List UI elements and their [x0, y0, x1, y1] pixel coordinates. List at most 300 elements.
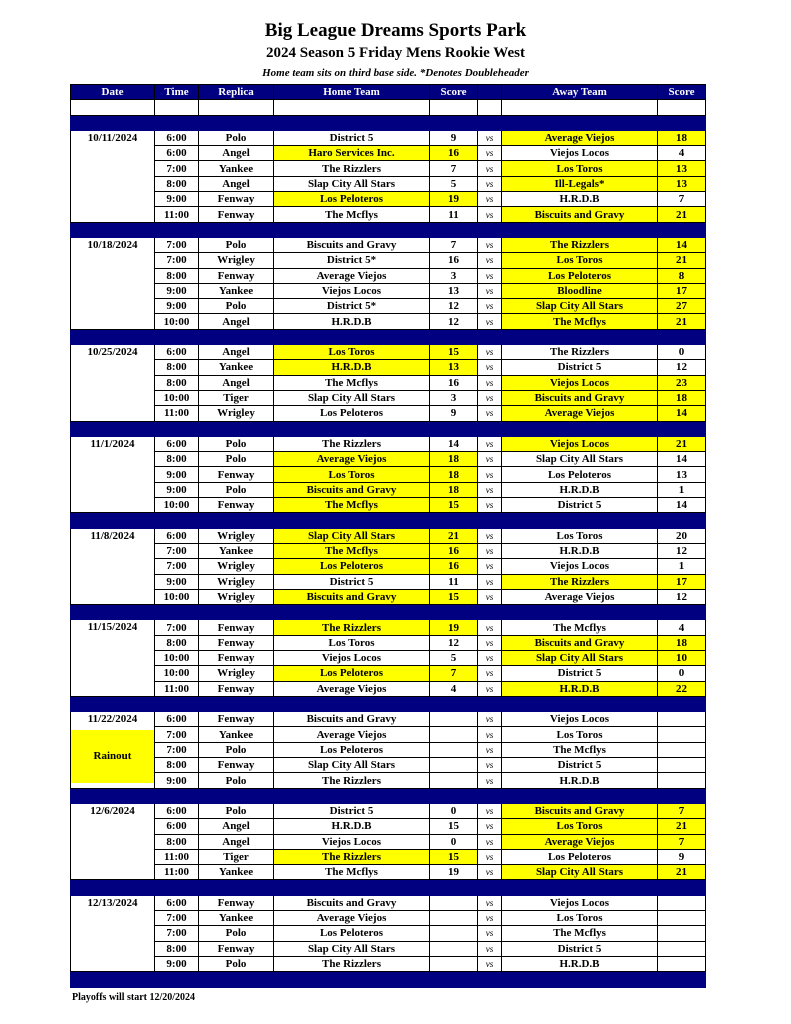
away-team: Los Peloteros [502, 268, 658, 283]
game-row [71, 406, 706, 421]
home-team: Viejos Locos [274, 283, 430, 298]
away-score: 17 [658, 283, 706, 298]
game-time: 10:00 [155, 666, 199, 681]
game-row [71, 314, 706, 329]
home-team: The Mcflys [274, 498, 430, 513]
vs-label: vs [478, 146, 502, 161]
away-team: The Mcflys [502, 314, 658, 329]
home-score [430, 712, 478, 727]
away-score: 14 [658, 406, 706, 421]
game-time: 6:00 [155, 803, 199, 818]
away-score: 7 [658, 834, 706, 849]
week-separator [71, 421, 706, 436]
away-score [658, 911, 706, 926]
away-team: Biscuits and Gravy [502, 390, 658, 405]
vs-label: vs [478, 956, 502, 971]
home-score [430, 742, 478, 757]
field-replica: Polo [199, 956, 274, 971]
game-row [71, 773, 706, 788]
game-time: 10:00 [155, 589, 199, 604]
page-subtitle: 2024 Season 5 Friday Mens Rookie West [266, 45, 525, 61]
away-team: Los Toros [502, 819, 658, 834]
vs-label: vs [478, 268, 502, 283]
game-time: 8:00 [155, 941, 199, 956]
game-row [71, 176, 706, 191]
game-row [71, 467, 706, 482]
game-time: 7:00 [155, 742, 199, 757]
week-separator [71, 329, 706, 344]
home-team: District 5 [274, 574, 430, 589]
game-time: 10:00 [155, 650, 199, 665]
away-score: 12 [658, 543, 706, 558]
away-score: 14 [658, 237, 706, 252]
game-row [71, 574, 706, 589]
date-cell [71, 436, 155, 512]
game-row [71, 237, 706, 252]
away-team: Ill-Legals* [502, 176, 658, 191]
field-replica: Fenway [199, 758, 274, 773]
away-score: 21 [658, 314, 706, 329]
vs-label: vs [478, 574, 502, 589]
away-score: 18 [658, 635, 706, 650]
game-time: 8:00 [155, 268, 199, 283]
away-team: The Mcflys [502, 742, 658, 757]
home-team: The Mcflys [274, 375, 430, 390]
game-time: 7:00 [155, 559, 199, 574]
home-team: The Mcflys [274, 865, 430, 880]
home-team: The Rizzlers [274, 161, 430, 176]
field-replica: Angel [199, 345, 274, 360]
game-time: 6:00 [155, 528, 199, 543]
home-score: 13 [430, 283, 478, 298]
game-row [71, 712, 706, 727]
vs-label: vs [478, 650, 502, 665]
away-score [658, 712, 706, 727]
away-team: Los Toros [502, 528, 658, 543]
vs-label: vs [478, 360, 502, 375]
vs-label: vs [478, 589, 502, 604]
home-team: Los Peloteros [274, 406, 430, 421]
week-separator [71, 788, 706, 803]
home-score [430, 727, 478, 742]
blank-row [71, 100, 706, 115]
away-team: Los Toros [502, 911, 658, 926]
away-score: 0 [658, 666, 706, 681]
field-replica: Polo [199, 926, 274, 941]
game-time: 8:00 [155, 452, 199, 467]
away-score [658, 895, 706, 910]
game-row [71, 482, 706, 497]
home-team: Los Toros [274, 467, 430, 482]
home-score: 18 [430, 482, 478, 497]
field-replica: Angel [199, 146, 274, 161]
col-header-vs [478, 85, 502, 100]
game-row [71, 956, 706, 971]
col-header-home-team: Home Team [274, 85, 430, 100]
away-team: Viejos Locos [502, 375, 658, 390]
away-team: H.R.D.B [502, 543, 658, 558]
away-team: H.R.D.B [502, 681, 658, 696]
home-score [430, 773, 478, 788]
vs-label: vs [478, 911, 502, 926]
away-team: District 5 [502, 941, 658, 956]
game-row [71, 650, 706, 665]
home-team: Slap City All Stars [274, 758, 430, 773]
away-team: H.R.D.B [502, 192, 658, 207]
home-team: Biscuits and Gravy [274, 237, 430, 252]
col-header-home-score: Score [430, 85, 478, 100]
field-replica: Yankee [199, 161, 274, 176]
week-separator [71, 880, 706, 895]
vs-label: vs [478, 482, 502, 497]
away-score: 18 [658, 130, 706, 145]
week-separator [71, 696, 706, 711]
game-row [71, 452, 706, 467]
home-team: Average Viejos [274, 727, 430, 742]
game-time: 9:00 [155, 192, 199, 207]
away-score: 12 [658, 360, 706, 375]
date-cell [71, 528, 155, 604]
game-row [71, 283, 706, 298]
field-replica: Wrigley [199, 528, 274, 543]
vs-label: vs [478, 849, 502, 864]
home-team: District 5 [274, 803, 430, 818]
home-team: H.R.D.B [274, 314, 430, 329]
week-separator [71, 972, 706, 987]
away-score: 14 [658, 498, 706, 513]
game-time: 11:00 [155, 681, 199, 696]
away-score: 8 [658, 268, 706, 283]
vs-label: vs [478, 390, 502, 405]
game-row [71, 941, 706, 956]
game-time: 6:00 [155, 436, 199, 451]
home-score: 15 [430, 498, 478, 513]
game-row [71, 803, 706, 818]
field-replica: Tiger [199, 390, 274, 405]
game-date: 11/1/2024 [90, 437, 135, 450]
away-score: 1 [658, 559, 706, 574]
away-score: 21 [658, 207, 706, 222]
game-row [71, 345, 706, 360]
game-row [71, 620, 706, 635]
home-score: 5 [430, 176, 478, 191]
game-row [71, 635, 706, 650]
away-score: 21 [658, 436, 706, 451]
field-replica: Wrigley [199, 589, 274, 604]
field-replica: Fenway [199, 207, 274, 222]
game-date: 11/22/2024 [87, 713, 138, 726]
field-replica: Angel [199, 314, 274, 329]
vs-label: vs [478, 803, 502, 818]
home-team: District 5 [274, 130, 430, 145]
away-score: 7 [658, 803, 706, 818]
vs-label: vs [478, 207, 502, 222]
away-team: District 5 [502, 498, 658, 513]
vs-label: vs [478, 895, 502, 910]
game-row [71, 253, 706, 268]
game-row [71, 528, 706, 543]
game-row [71, 727, 706, 742]
away-score: 22 [658, 681, 706, 696]
game-time: 8:00 [155, 758, 199, 773]
field-replica: Yankee [199, 865, 274, 880]
home-score: 14 [430, 436, 478, 451]
vs-label: vs [478, 467, 502, 482]
vs-label: vs [478, 635, 502, 650]
field-replica: Wrigley [199, 666, 274, 681]
vs-label: vs [478, 758, 502, 773]
away-team: Biscuits and Gravy [502, 207, 658, 222]
home-score [430, 895, 478, 910]
game-date: 12/13/2024 [87, 896, 138, 909]
home-team: The Mcflys [274, 543, 430, 558]
home-score: 9 [430, 130, 478, 145]
vs-label: vs [478, 941, 502, 956]
away-team: The Rizzlers [502, 237, 658, 252]
game-time: 9:00 [155, 956, 199, 971]
game-row [71, 895, 706, 910]
home-team: Los Peloteros [274, 666, 430, 681]
vs-label: vs [478, 253, 502, 268]
home-score: 11 [430, 574, 478, 589]
away-team: Biscuits and Gravy [502, 803, 658, 818]
home-score [430, 758, 478, 773]
vs-label: vs [478, 773, 502, 788]
home-team: Haro Services Inc. [274, 146, 430, 161]
home-score: 16 [430, 543, 478, 558]
game-time: 7:00 [155, 543, 199, 558]
game-time: 10:00 [155, 498, 199, 513]
away-team: Bloodline [502, 283, 658, 298]
playoffs-note: Playoffs will start 12/20/2024 [72, 992, 196, 1003]
field-replica: Wrigley [199, 559, 274, 574]
vs-label: vs [478, 559, 502, 574]
game-row [71, 681, 706, 696]
home-score: 15 [430, 345, 478, 360]
home-team: Slap City All Stars [274, 390, 430, 405]
vs-label: vs [478, 819, 502, 834]
game-time: 8:00 [155, 375, 199, 390]
away-score: 9 [658, 849, 706, 864]
home-team: District 5* [274, 299, 430, 314]
home-score: 11 [430, 207, 478, 222]
away-score [658, 758, 706, 773]
away-score: 1 [658, 482, 706, 497]
home-team: Los Peloteros [274, 742, 430, 757]
home-team: The Rizzlers [274, 773, 430, 788]
game-time: 7:00 [155, 926, 199, 941]
away-team: Los Peloteros [502, 849, 658, 864]
game-row [71, 926, 706, 941]
field-replica: Yankee [199, 360, 274, 375]
away-team: Slap City All Stars [502, 299, 658, 314]
vs-label: vs [478, 742, 502, 757]
home-score: 0 [430, 803, 478, 818]
week-separator [71, 115, 706, 130]
game-time: 11:00 [155, 207, 199, 222]
game-row [71, 865, 706, 880]
home-team: Los Toros [274, 635, 430, 650]
away-team: Los Toros [502, 161, 658, 176]
field-replica: Yankee [199, 283, 274, 298]
home-team: Los Peloteros [274, 926, 430, 941]
game-time: 6:00 [155, 130, 199, 145]
game-row [71, 666, 706, 681]
field-replica: Fenway [199, 712, 274, 727]
field-replica: Fenway [199, 620, 274, 635]
vs-label: vs [478, 926, 502, 941]
away-score: 23 [658, 375, 706, 390]
col-header-time: Time [155, 85, 199, 100]
vs-label: vs [478, 436, 502, 451]
away-team: The Rizzlers [502, 345, 658, 360]
game-row [71, 543, 706, 558]
home-score: 7 [430, 161, 478, 176]
home-team: Average Viejos [274, 268, 430, 283]
home-score [430, 941, 478, 956]
schedule-table [70, 84, 706, 988]
home-team: Biscuits and Gravy [274, 895, 430, 910]
away-team: Average Viejos [502, 406, 658, 421]
field-replica: Polo [199, 130, 274, 145]
game-time: 9:00 [155, 299, 199, 314]
field-replica: Yankee [199, 911, 274, 926]
game-time: 7:00 [155, 237, 199, 252]
field-replica: Fenway [199, 268, 274, 283]
away-team: District 5 [502, 666, 658, 681]
header-row [71, 85, 706, 100]
field-replica: Polo [199, 299, 274, 314]
away-team: The Mcflys [502, 620, 658, 635]
home-score: 21 [430, 528, 478, 543]
field-replica: Fenway [199, 650, 274, 665]
game-time: 7:00 [155, 911, 199, 926]
game-time: 10:00 [155, 314, 199, 329]
field-replica: Yankee [199, 727, 274, 742]
game-time: 9:00 [155, 773, 199, 788]
game-time: 9:00 [155, 467, 199, 482]
field-replica: Angel [199, 176, 274, 191]
away-score: 21 [658, 253, 706, 268]
home-score: 15 [430, 589, 478, 604]
away-score: 10 [658, 650, 706, 665]
game-row [71, 589, 706, 604]
away-score [658, 926, 706, 941]
home-score: 19 [430, 620, 478, 635]
rainout-badge: Rainout [71, 730, 154, 783]
col-header-away-team: Away Team [502, 85, 658, 100]
home-team: Los Toros [274, 345, 430, 360]
week-separator [71, 513, 706, 528]
vs-label: vs [478, 283, 502, 298]
field-replica: Fenway [199, 681, 274, 696]
home-score [430, 926, 478, 941]
page-title: Big League Dreams Sports Park [264, 20, 527, 41]
vs-label: vs [478, 314, 502, 329]
away-team: H.R.D.B [502, 482, 658, 497]
away-score [658, 742, 706, 757]
field-replica: Fenway [199, 467, 274, 482]
home-score: 19 [430, 865, 478, 880]
home-team: Biscuits and Gravy [274, 589, 430, 604]
home-team: Average Viejos [274, 911, 430, 926]
away-score: 14 [658, 452, 706, 467]
game-time: 11:00 [155, 865, 199, 880]
field-replica: Tiger [199, 849, 274, 864]
game-date: 10/25/2024 [87, 346, 138, 359]
vs-label: vs [478, 681, 502, 696]
field-replica: Angel [199, 375, 274, 390]
away-score: 21 [658, 865, 706, 880]
home-score [430, 956, 478, 971]
home-score: 18 [430, 452, 478, 467]
home-team: Biscuits and Gravy [274, 712, 430, 727]
away-score [658, 956, 706, 971]
home-team: H.R.D.B [274, 360, 430, 375]
away-team: Viejos Locos [502, 436, 658, 451]
away-score [658, 727, 706, 742]
away-team: District 5 [502, 758, 658, 773]
week-separator [71, 605, 706, 620]
game-row [71, 207, 706, 222]
field-replica: Polo [199, 237, 274, 252]
away-team: Slap City All Stars [502, 650, 658, 665]
game-time: 9:00 [155, 283, 199, 298]
game-time: 10:00 [155, 390, 199, 405]
vs-label: vs [478, 176, 502, 191]
vs-label: vs [478, 666, 502, 681]
col-header-replica: Replica [199, 85, 274, 100]
vs-label: vs [478, 543, 502, 558]
home-score: 3 [430, 390, 478, 405]
game-time: 6:00 [155, 345, 199, 360]
home-score: 16 [430, 559, 478, 574]
away-team: Viejos Locos [502, 712, 658, 727]
vs-label: vs [478, 834, 502, 849]
game-row [71, 559, 706, 574]
away-team: Viejos Locos [502, 559, 658, 574]
away-team: Los Toros [502, 253, 658, 268]
vs-label: vs [478, 452, 502, 467]
vs-label: vs [478, 130, 502, 145]
game-row [71, 299, 706, 314]
away-score: 27 [658, 299, 706, 314]
home-team: Slap City All Stars [274, 528, 430, 543]
field-replica: Fenway [199, 941, 274, 956]
away-score: 13 [658, 467, 706, 482]
home-team: Biscuits and Gravy [274, 482, 430, 497]
home-score: 19 [430, 192, 478, 207]
away-score: 18 [658, 390, 706, 405]
field-replica: Polo [199, 803, 274, 818]
home-score: 13 [430, 360, 478, 375]
game-time: 8:00 [155, 360, 199, 375]
game-row [71, 360, 706, 375]
game-time: 7:00 [155, 253, 199, 268]
away-team: Slap City All Stars [502, 452, 658, 467]
away-score: 20 [658, 528, 706, 543]
date-cell [71, 712, 155, 788]
game-time: 6:00 [155, 146, 199, 161]
vs-label: vs [478, 712, 502, 727]
home-score: 12 [430, 299, 478, 314]
field-replica: Polo [199, 742, 274, 757]
home-team: Los Peloteros [274, 192, 430, 207]
game-date: 11/15/2024 [87, 621, 138, 634]
home-team: H.R.D.B [274, 819, 430, 834]
game-row [71, 390, 706, 405]
date-cell [71, 620, 155, 696]
